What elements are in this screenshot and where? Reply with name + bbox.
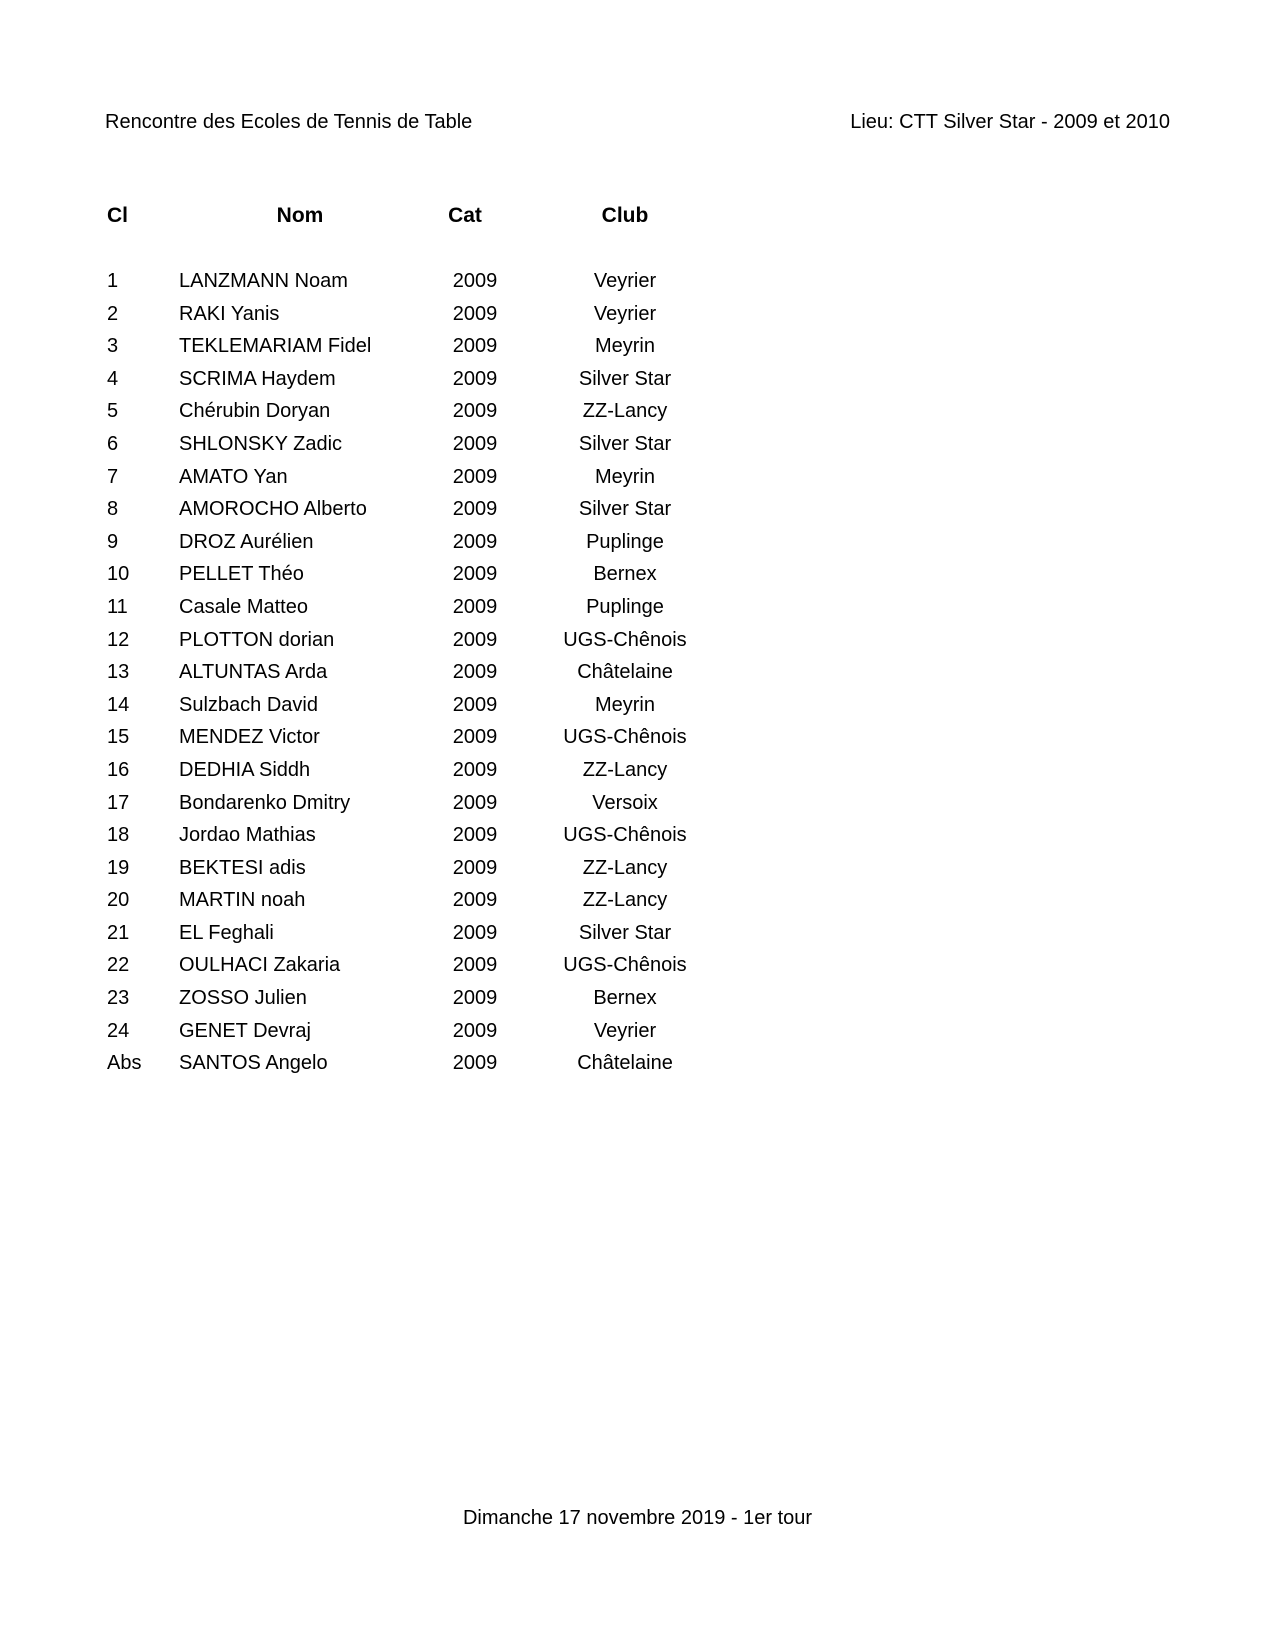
category-cell: 2009 <box>452 432 498 455</box>
club-cell: Bernex <box>593 563 657 586</box>
category-cell: 2009 <box>452 530 498 553</box>
club-cell: ZZ-Lancy <box>582 889 668 912</box>
rank-cell: 12 <box>107 628 130 651</box>
club-cell: Meyrin <box>594 335 655 358</box>
name-cell: RAKI Yanis <box>179 302 280 325</box>
category-cell: 2009 <box>452 1052 498 1075</box>
category-cell: 2009 <box>452 595 498 618</box>
category-cell: 2009 <box>452 954 498 977</box>
club-cell: UGS-Chênois <box>563 824 687 847</box>
category-cell: 2009 <box>452 367 498 390</box>
table-row <box>0 367 800 400</box>
club-cell: Veyrier <box>593 1019 657 1042</box>
rank-cell: 5 <box>107 400 119 423</box>
name-cell: SANTOS Angelo <box>179 1052 328 1075</box>
club-cell: Puplinge <box>586 530 664 553</box>
category-cell: 2009 <box>452 987 498 1010</box>
rank-cell: 13 <box>107 661 130 684</box>
name-cell: Bondarenko Dmitry <box>179 791 351 814</box>
name-cell: MENDEZ Victor <box>179 726 320 749</box>
category-cell: 2009 <box>452 726 498 749</box>
rank-cell: 24 <box>107 1019 130 1042</box>
name-cell: ALTUNTAS Arda <box>179 661 328 684</box>
club-cell: ZZ-Lancy <box>582 400 668 423</box>
table-row <box>0 660 800 693</box>
category-cell: 2009 <box>452 824 498 847</box>
name-cell: GENET Devraj <box>179 1019 311 1042</box>
club-cell: Bernex <box>593 987 657 1010</box>
category-cell: 2009 <box>452 921 498 944</box>
rank-cell: 6 <box>107 432 119 455</box>
rank-cell: 16 <box>107 758 130 781</box>
rank-cell: 14 <box>107 693 130 716</box>
category-cell: 2009 <box>452 270 498 292</box>
category-cell: 2009 <box>452 335 498 358</box>
club-cell: Silver Star <box>578 367 672 390</box>
table-row <box>0 562 800 595</box>
rank-cell: 2 <box>107 302 119 325</box>
rank-cell: 17 <box>107 791 130 814</box>
name-cell: Sulzbach David <box>179 693 318 716</box>
rank-cell: 21 <box>107 921 130 944</box>
name-cell: EL Feghali <box>179 921 274 944</box>
club-cell: Versoix <box>592 791 658 814</box>
table-row <box>0 693 800 726</box>
name-cell: DEDHIA Siddh <box>179 758 311 781</box>
club-cell: Veyrier <box>593 270 657 292</box>
rank-cell: 11 <box>107 595 128 618</box>
category-cell: 2009 <box>452 758 498 781</box>
club-cell: UGS-Chênois <box>563 954 687 977</box>
club-cell: Silver Star <box>578 432 672 455</box>
column-header-club: Club <box>601 204 649 227</box>
category-cell: 2009 <box>452 791 498 814</box>
table-row <box>0 758 800 791</box>
club-cell: Silver Star <box>578 921 672 944</box>
table-row <box>0 856 800 889</box>
table-row <box>0 628 800 661</box>
category-cell: 2009 <box>452 498 498 521</box>
name-cell: MARTIN noah <box>179 889 306 912</box>
club-cell: UGS-Chênois <box>563 628 687 651</box>
table-row <box>0 823 800 856</box>
table-row <box>0 1019 800 1052</box>
club-cell: Meyrin <box>594 693 655 716</box>
rank-cell: 10 <box>107 563 130 586</box>
table-row <box>0 725 800 758</box>
club-cell: Meyrin <box>594 465 655 488</box>
table-row <box>0 791 800 824</box>
ranking-table <box>0 269 800 1084</box>
table-row <box>0 302 800 335</box>
table-row <box>0 465 800 498</box>
rank-cell: 3 <box>107 335 119 358</box>
name-cell: TEKLEMARIAM Fidel <box>179 335 372 358</box>
table-row <box>0 399 800 432</box>
name-cell: SHLONSKY Zadic <box>179 432 343 455</box>
rank-cell: 15 <box>107 726 130 749</box>
rank-cell: 20 <box>107 889 130 912</box>
name-cell: SCRIMA Haydem <box>179 367 336 390</box>
club-cell: Silver Star <box>578 498 672 521</box>
rank-cell: 8 <box>107 498 119 521</box>
column-header-cl: Cl <box>107 204 128 227</box>
table-row <box>0 334 800 367</box>
category-cell: 2009 <box>452 856 498 879</box>
table-row <box>0 530 800 563</box>
table-row <box>0 269 800 302</box>
column-header-cat: Cat <box>448 204 482 227</box>
name-cell: ZOSSO Julien <box>179 987 307 1010</box>
column-header-nom: Nom <box>276 204 324 227</box>
club-cell: Châtelaine <box>577 661 673 684</box>
rank-cell: 9 <box>107 530 119 553</box>
event-location: Lieu: CTT Silver Star - 2009 et 2010 <box>850 111 1170 133</box>
rank-cell: Abs <box>107 1052 142 1075</box>
table-row <box>0 1051 800 1084</box>
name-cell: BEKTESI adis <box>179 856 306 879</box>
name-cell: PLOTTON dorian <box>179 628 335 651</box>
date-footer: Dimanche 17 novembre 2019 - 1er tour <box>462 1507 813 1529</box>
club-cell: Châtelaine <box>577 1052 673 1075</box>
table-row <box>0 888 800 921</box>
rank-cell: 22 <box>107 954 130 977</box>
category-cell: 2009 <box>452 628 498 651</box>
rank-cell: 23 <box>107 987 130 1010</box>
table-row <box>0 595 800 628</box>
name-cell: PELLET Théo <box>179 563 304 586</box>
rank-cell: 19 <box>107 856 130 879</box>
table-row <box>0 497 800 530</box>
name-cell: AMATO Yan <box>179 465 288 488</box>
table-row <box>0 953 800 986</box>
rank-cell: 7 <box>107 465 119 488</box>
table-row <box>0 986 800 1019</box>
event-title: Rencontre des Ecoles de Tennis de Table <box>105 111 473 133</box>
club-cell: UGS-Chênois <box>563 726 687 749</box>
name-cell: OULHACI Zakaria <box>179 954 341 977</box>
name-cell: AMOROCHO Alberto <box>179 498 367 521</box>
rank-cell: 1 <box>107 270 119 292</box>
category-cell: 2009 <box>452 563 498 586</box>
category-cell: 2009 <box>452 889 498 912</box>
rank-cell: 18 <box>107 824 130 847</box>
club-cell: ZZ-Lancy <box>582 758 668 781</box>
name-cell: DROZ Aurélien <box>179 530 314 553</box>
table-row <box>0 432 800 465</box>
name-cell: Casale Matteo <box>179 595 308 618</box>
club-cell: Veyrier <box>593 302 657 325</box>
rank-cell: 4 <box>107 367 119 390</box>
category-cell: 2009 <box>452 302 498 325</box>
name-cell: Chérubin Doryan <box>179 400 331 423</box>
category-cell: 2009 <box>452 400 498 423</box>
category-cell: 2009 <box>452 1019 498 1042</box>
category-cell: 2009 <box>452 693 498 716</box>
name-cell: Jordao Mathias <box>179 824 316 847</box>
club-cell: ZZ-Lancy <box>582 856 668 879</box>
category-cell: 2009 <box>452 661 498 684</box>
table-row <box>0 921 800 954</box>
name-cell: LANZMANN Noam <box>179 270 348 292</box>
club-cell: Puplinge <box>586 595 664 618</box>
category-cell: 2009 <box>452 465 498 488</box>
